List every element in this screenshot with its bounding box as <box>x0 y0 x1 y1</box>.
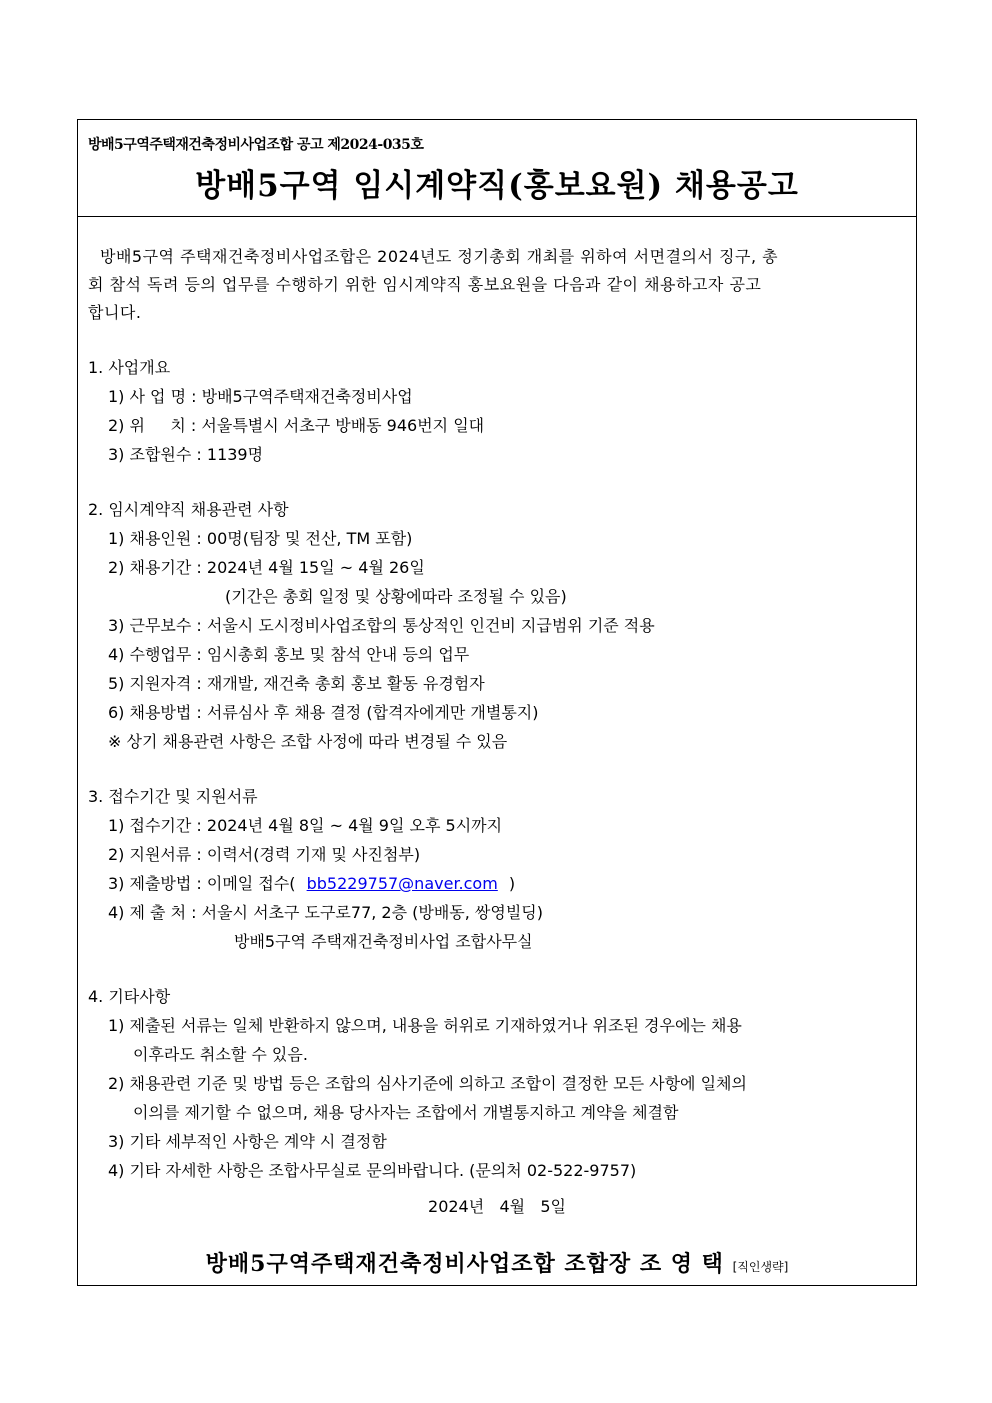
list-item-continued: 이후라도 취소할 수 있음. <box>133 1045 308 1064</box>
list-item: 1) 접수기간 : 2024년 4월 8일 ~ 4월 9일 오후 5시까지 <box>108 816 503 835</box>
submit-method-label: 3) 제출방법 : 이메일 접수( <box>108 874 296 893</box>
section-business-overview <box>88 354 906 469</box>
section-application <box>88 783 906 956</box>
list-item: 2) 위 치 : 서울특별시 서초구 방배동 946번지 일대 <box>108 416 485 435</box>
list-item: 3) 기타 세부적인 사항은 계약 시 결정함 <box>108 1132 387 1151</box>
list-item: 3) 조합원수 : 1139명 <box>108 445 264 464</box>
list-item: 1) 채용인원 : 00명(팀장 및 전산, TM 포함) <box>108 529 413 548</box>
section-other <box>88 983 906 1185</box>
list-item: 5) 지원자격 : 재개발, 재건축 총회 홍보 활동 유경험자 <box>108 674 485 693</box>
list-item: 1) 제출된 서류는 일체 반환하지 않으며, 내용을 허위로 기재하였거나 위조된 경우에는 채용 <box>108 1016 742 1035</box>
submit-method-suffix: ) <box>508 874 516 893</box>
notice-body <box>88 217 906 1185</box>
list-item: 2) 채용관련 기준 및 방법 등은 조합의 심사기준에 의하고 조합이 결정한 모든 사항에 일체의 <box>108 1074 747 1093</box>
list-item-continued: 이의를 제기할 수 없으며, 채용 당사자는 조합에서 개별통지하고 계약을 체결함 <box>133 1103 679 1122</box>
notice-header <box>78 120 916 217</box>
list-item: 6) 채용방법 : 서류심사 후 채용 결정 (합격자에게만 개별통지) <box>108 703 539 722</box>
signature-line <box>78 1247 916 1278</box>
list-item: 2) 채용기간 : 2024년 4월 15일 ~ 4월 26일 <box>108 558 425 577</box>
intro-line: 합니다. <box>88 303 142 322</box>
list-item <box>88 869 906 898</box>
list-item: 2) 지원서류 : 이력서(경력 기재 및 사진첨부) <box>108 845 421 864</box>
section-title: 3. 접수기간 및 지원서류 <box>88 787 258 806</box>
list-item: 1) 사 업 명 : 방배5구역주택재건축정비사업 <box>108 387 413 406</box>
list-item-note: 방배5구역 주택재건축정비사업 조합사무실 <box>234 932 533 951</box>
intro-paragraph <box>88 243 906 327</box>
list-item: 3) 근무보수 : 서울시 도시정비사업조합의 통상적인 인건비 지급범위 기준 적용 <box>108 616 655 635</box>
signature: 방배5구역주택재건축정비사업조합 조합장 조 영 택 <box>205 1251 724 1277</box>
notice-date: 2024년 4월 5일 <box>428 1197 566 1216</box>
section-title: 2. 임시계약직 채용관련 사항 <box>88 500 289 519</box>
intro-line: 회 참석 독려 등의 업무를 수행하기 위한 임시계약직 홍보요원을 다음과 같이 채용하고자 공고 <box>88 275 762 294</box>
page-title: 방배5구역 임시계약직(홍보요원) 채용공고 <box>195 168 799 204</box>
list-item-note: (기간은 총회 일정 및 상황에따라 조정될 수 있음) <box>225 587 567 606</box>
intro-line: 방배5구역 주택재건축정비사업조합은 2024년도 정기총회 개최를 위하여 서면결의서 징구, 총 <box>100 247 779 266</box>
list-item: 4) 기타 자세한 사항은 조합사무실로 문의바랍니다. (문의처 02-522-9757) <box>108 1161 637 1180</box>
notice-number: 방배5구역주택재건축정비사업조합 공고 제2024-035호 <box>88 137 424 153</box>
seal-note: [직인생략] <box>732 1260 789 1274</box>
list-item-remark: ※ 상기 채용관련 사항은 조합 사정에 따라 변경될 수 있음 <box>108 732 508 751</box>
section-title: 1. 사업개요 <box>88 358 171 377</box>
email-link[interactable]: bb5229757@naver.com <box>306 874 498 893</box>
section-hiring-details <box>88 496 906 756</box>
list-item: 4) 제 출 처 : 서울시 서초구 도구로77, 2층 (방배동, 쌍영빌딩) <box>108 903 543 922</box>
section-title: 4. 기타사항 <box>88 987 171 1006</box>
notice-frame <box>77 119 917 1286</box>
list-item: 4) 수행업무 : 임시총회 홍보 및 참석 안내 등의 업무 <box>108 645 470 664</box>
